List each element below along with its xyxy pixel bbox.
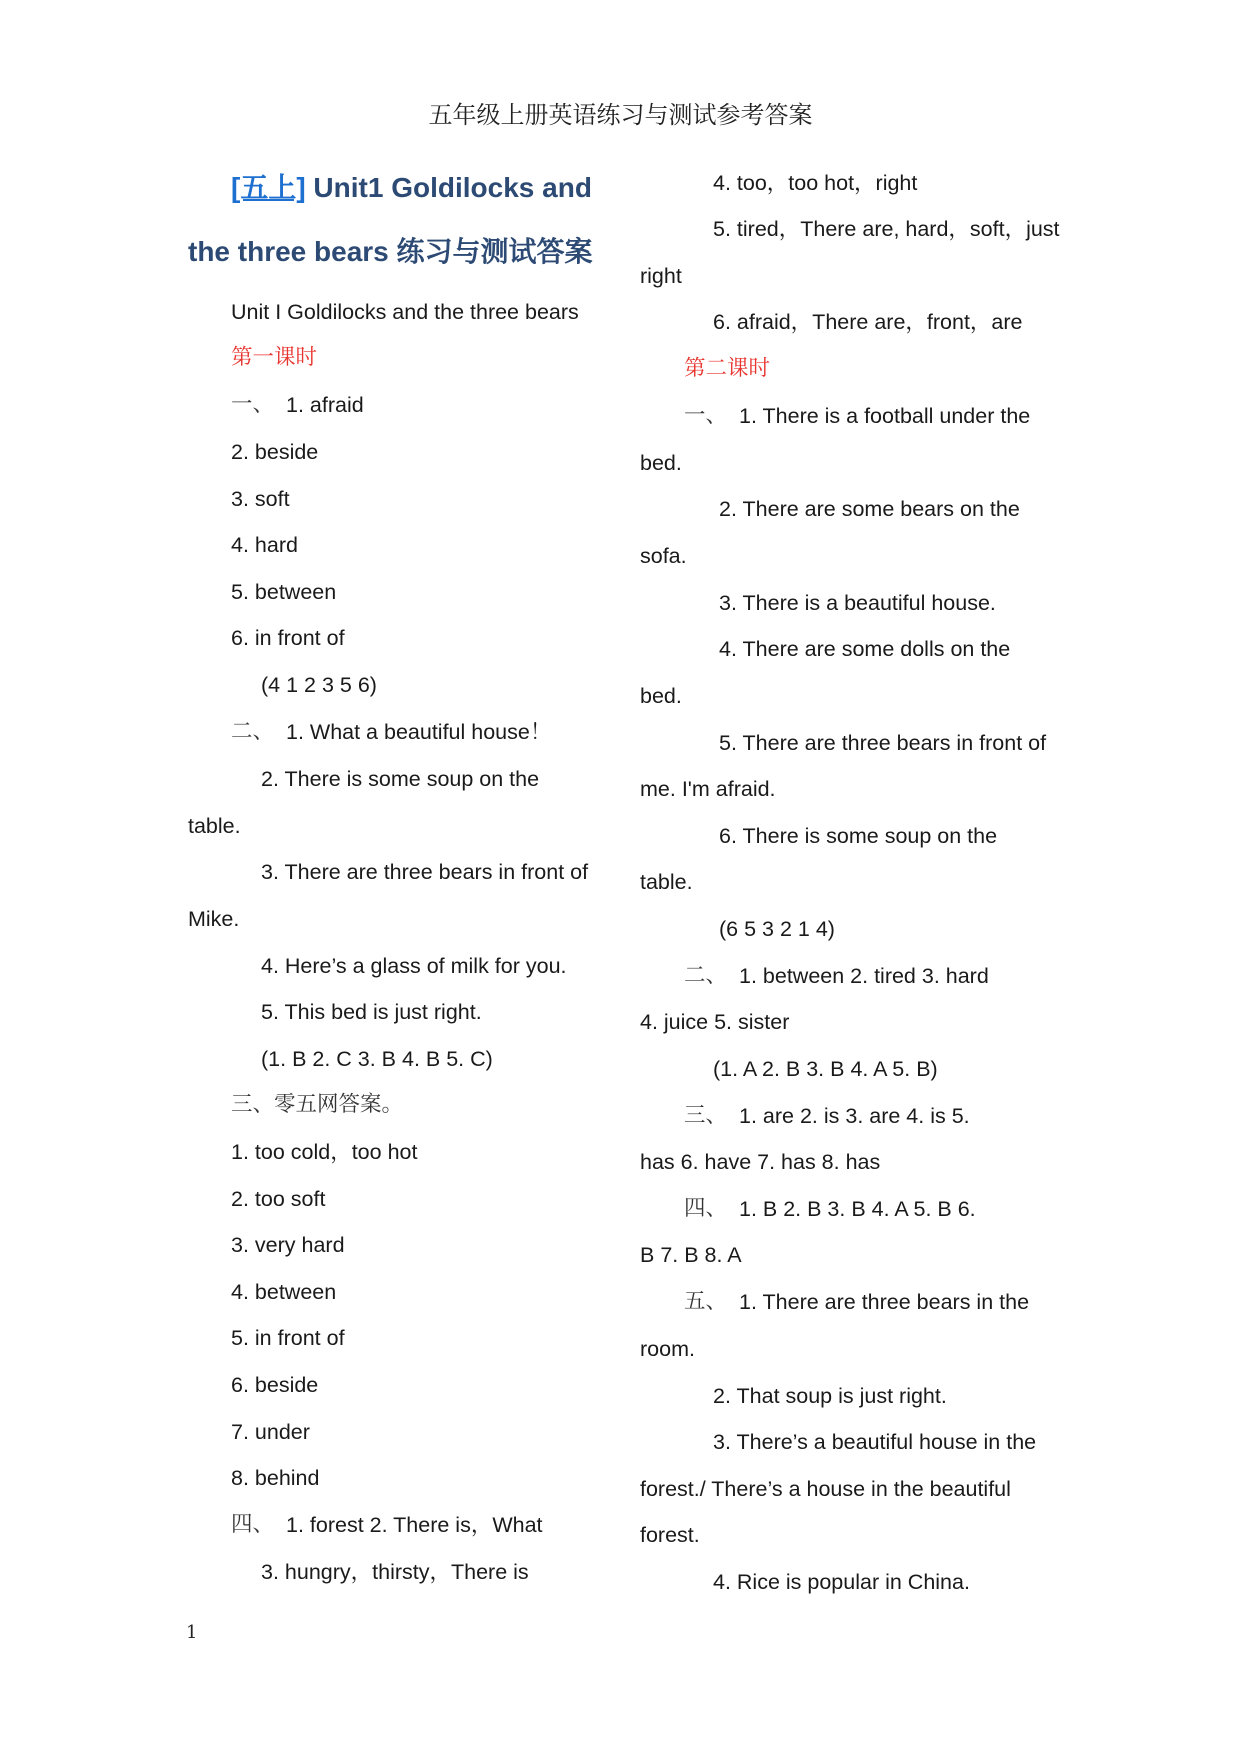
section-label: 二、 — [684, 963, 728, 988]
answer-line: me. I'm afraid. — [640, 777, 776, 801]
answer-line: 1. between 2. tired 3. hard — [739, 964, 989, 988]
answer-line: 1. B 2. B 3. B 4. A 5. B 6. — [739, 1197, 976, 1221]
answer-line: 6. in front of — [231, 626, 345, 650]
answer-line: 7. under — [231, 1420, 310, 1444]
answer-line: 3. very hard — [231, 1233, 345, 1257]
unit-heading-line1 — [231, 166, 592, 206]
answer-line: 1. There is a football under the — [739, 404, 1031, 428]
section-label: 五、 — [684, 1289, 728, 1314]
answer-line: (1. B 2. C 3. B 4. B 5. C) — [261, 1047, 493, 1071]
answer-line: 1. What a beautiful house！ — [286, 720, 552, 744]
section-label: 四、 — [684, 1196, 728, 1221]
answer-line: 3. There’s a beautiful house in the — [713, 1430, 1037, 1454]
answer-line: 4. There are some dolls on the — [719, 637, 1011, 661]
answer-line: sofa. — [640, 544, 687, 568]
answer-line: 5. There are three bears in front of — [719, 731, 1047, 755]
section-label: 一、 — [684, 403, 728, 428]
unit-heading-link[interactable]: [五上] — [231, 172, 306, 203]
page-number: 1 — [186, 1622, 198, 1643]
lesson-heading-2: 第二课时 — [684, 356, 771, 381]
answer-line: 1. too cold，too hot — [231, 1140, 418, 1164]
answer-line: right — [640, 264, 682, 288]
answer-line: 2. That soup is just right. — [713, 1384, 947, 1408]
section-label: 三、 — [684, 1103, 728, 1128]
unit-heading-line2: the three bears 练习与测试答案 — [188, 236, 593, 267]
answer-line: 4. hard — [231, 533, 298, 557]
answer-line: 2. too soft — [231, 1187, 326, 1211]
answer-line: 3. soft — [231, 487, 290, 511]
answer-line: 6. There is some soup on the — [719, 824, 998, 848]
answer-line: 3. There are three bears in front of — [261, 860, 589, 884]
document-title: 五年级上册英语练习与测试参考答案 — [428, 101, 813, 129]
answer-line: 2. There is some soup on the — [261, 767, 540, 791]
lesson-heading-1: 第一课时 — [231, 345, 318, 370]
section-label: 一、 — [231, 392, 275, 417]
answer-line: 4. Rice is popular in China. — [713, 1570, 970, 1594]
answer-line: forest./ There’s a house in the beautiful — [640, 1477, 1011, 1501]
answer-line: 2. There are some bears on the — [719, 497, 1020, 521]
answer-line: 5. in front of — [231, 1326, 345, 1350]
answer-line: Mike. — [188, 907, 240, 931]
answer-line: 6. beside — [231, 1373, 319, 1397]
answer-line: (4 1 2 3 5 6) — [261, 673, 377, 697]
answer-line: room. — [640, 1337, 695, 1361]
answer-line: 3. There is a beautiful house. — [719, 591, 996, 615]
answer-line: 1. are 2. is 3. are 4. is 5. — [739, 1104, 970, 1128]
section-label: 三、零五网答案。 — [231, 1092, 404, 1117]
answer-line: bed. — [640, 451, 682, 475]
answer-line: table. — [188, 814, 241, 838]
answer-line: 2. beside — [231, 440, 319, 464]
answer-line: 4. juice 5. sister — [640, 1010, 790, 1034]
answer-line: bed. — [640, 684, 682, 708]
answer-line: 4. between — [231, 1280, 337, 1304]
answer-line: 1. There are three bears in the — [739, 1290, 1030, 1314]
section-label: 四、 — [231, 1512, 275, 1537]
section-label: 二、 — [231, 719, 275, 744]
answer-line: 5. between — [231, 580, 337, 604]
answer-line: table. — [640, 870, 693, 894]
answer-line: 4. too，too hot，right — [713, 171, 918, 195]
answer-line: 6. afraid，There are，front，are — [713, 310, 1023, 334]
answer-line: (6 5 3 2 1 4) — [719, 917, 835, 941]
answer-line: 8. behind — [231, 1466, 320, 1490]
answer-line: 5. This bed is just right. — [261, 1000, 482, 1024]
answer-line: 1. forest 2. There is，What — [286, 1513, 543, 1537]
answer-line: B 7. B 8. A — [640, 1243, 742, 1267]
answer-line: has 6. have 7. has 8. has — [640, 1150, 881, 1174]
unit-heading-title: Unit1 Goldilocks and — [305, 172, 592, 203]
answer-line: 4. Here’s a glass of milk for you. — [261, 954, 567, 978]
answer-line: 1. afraid — [286, 393, 364, 417]
answer-line: 3. hungry，thirsty，There is — [261, 1560, 529, 1584]
answer-line: (1. A 2. B 3. B 4. A 5. B) — [713, 1057, 938, 1081]
answer-line: forest. — [640, 1523, 700, 1547]
unit-line: Unit I Goldilocks and the three bears — [231, 300, 579, 324]
answer-line: 5. tired，There are, hard，soft，just — [713, 217, 1060, 241]
